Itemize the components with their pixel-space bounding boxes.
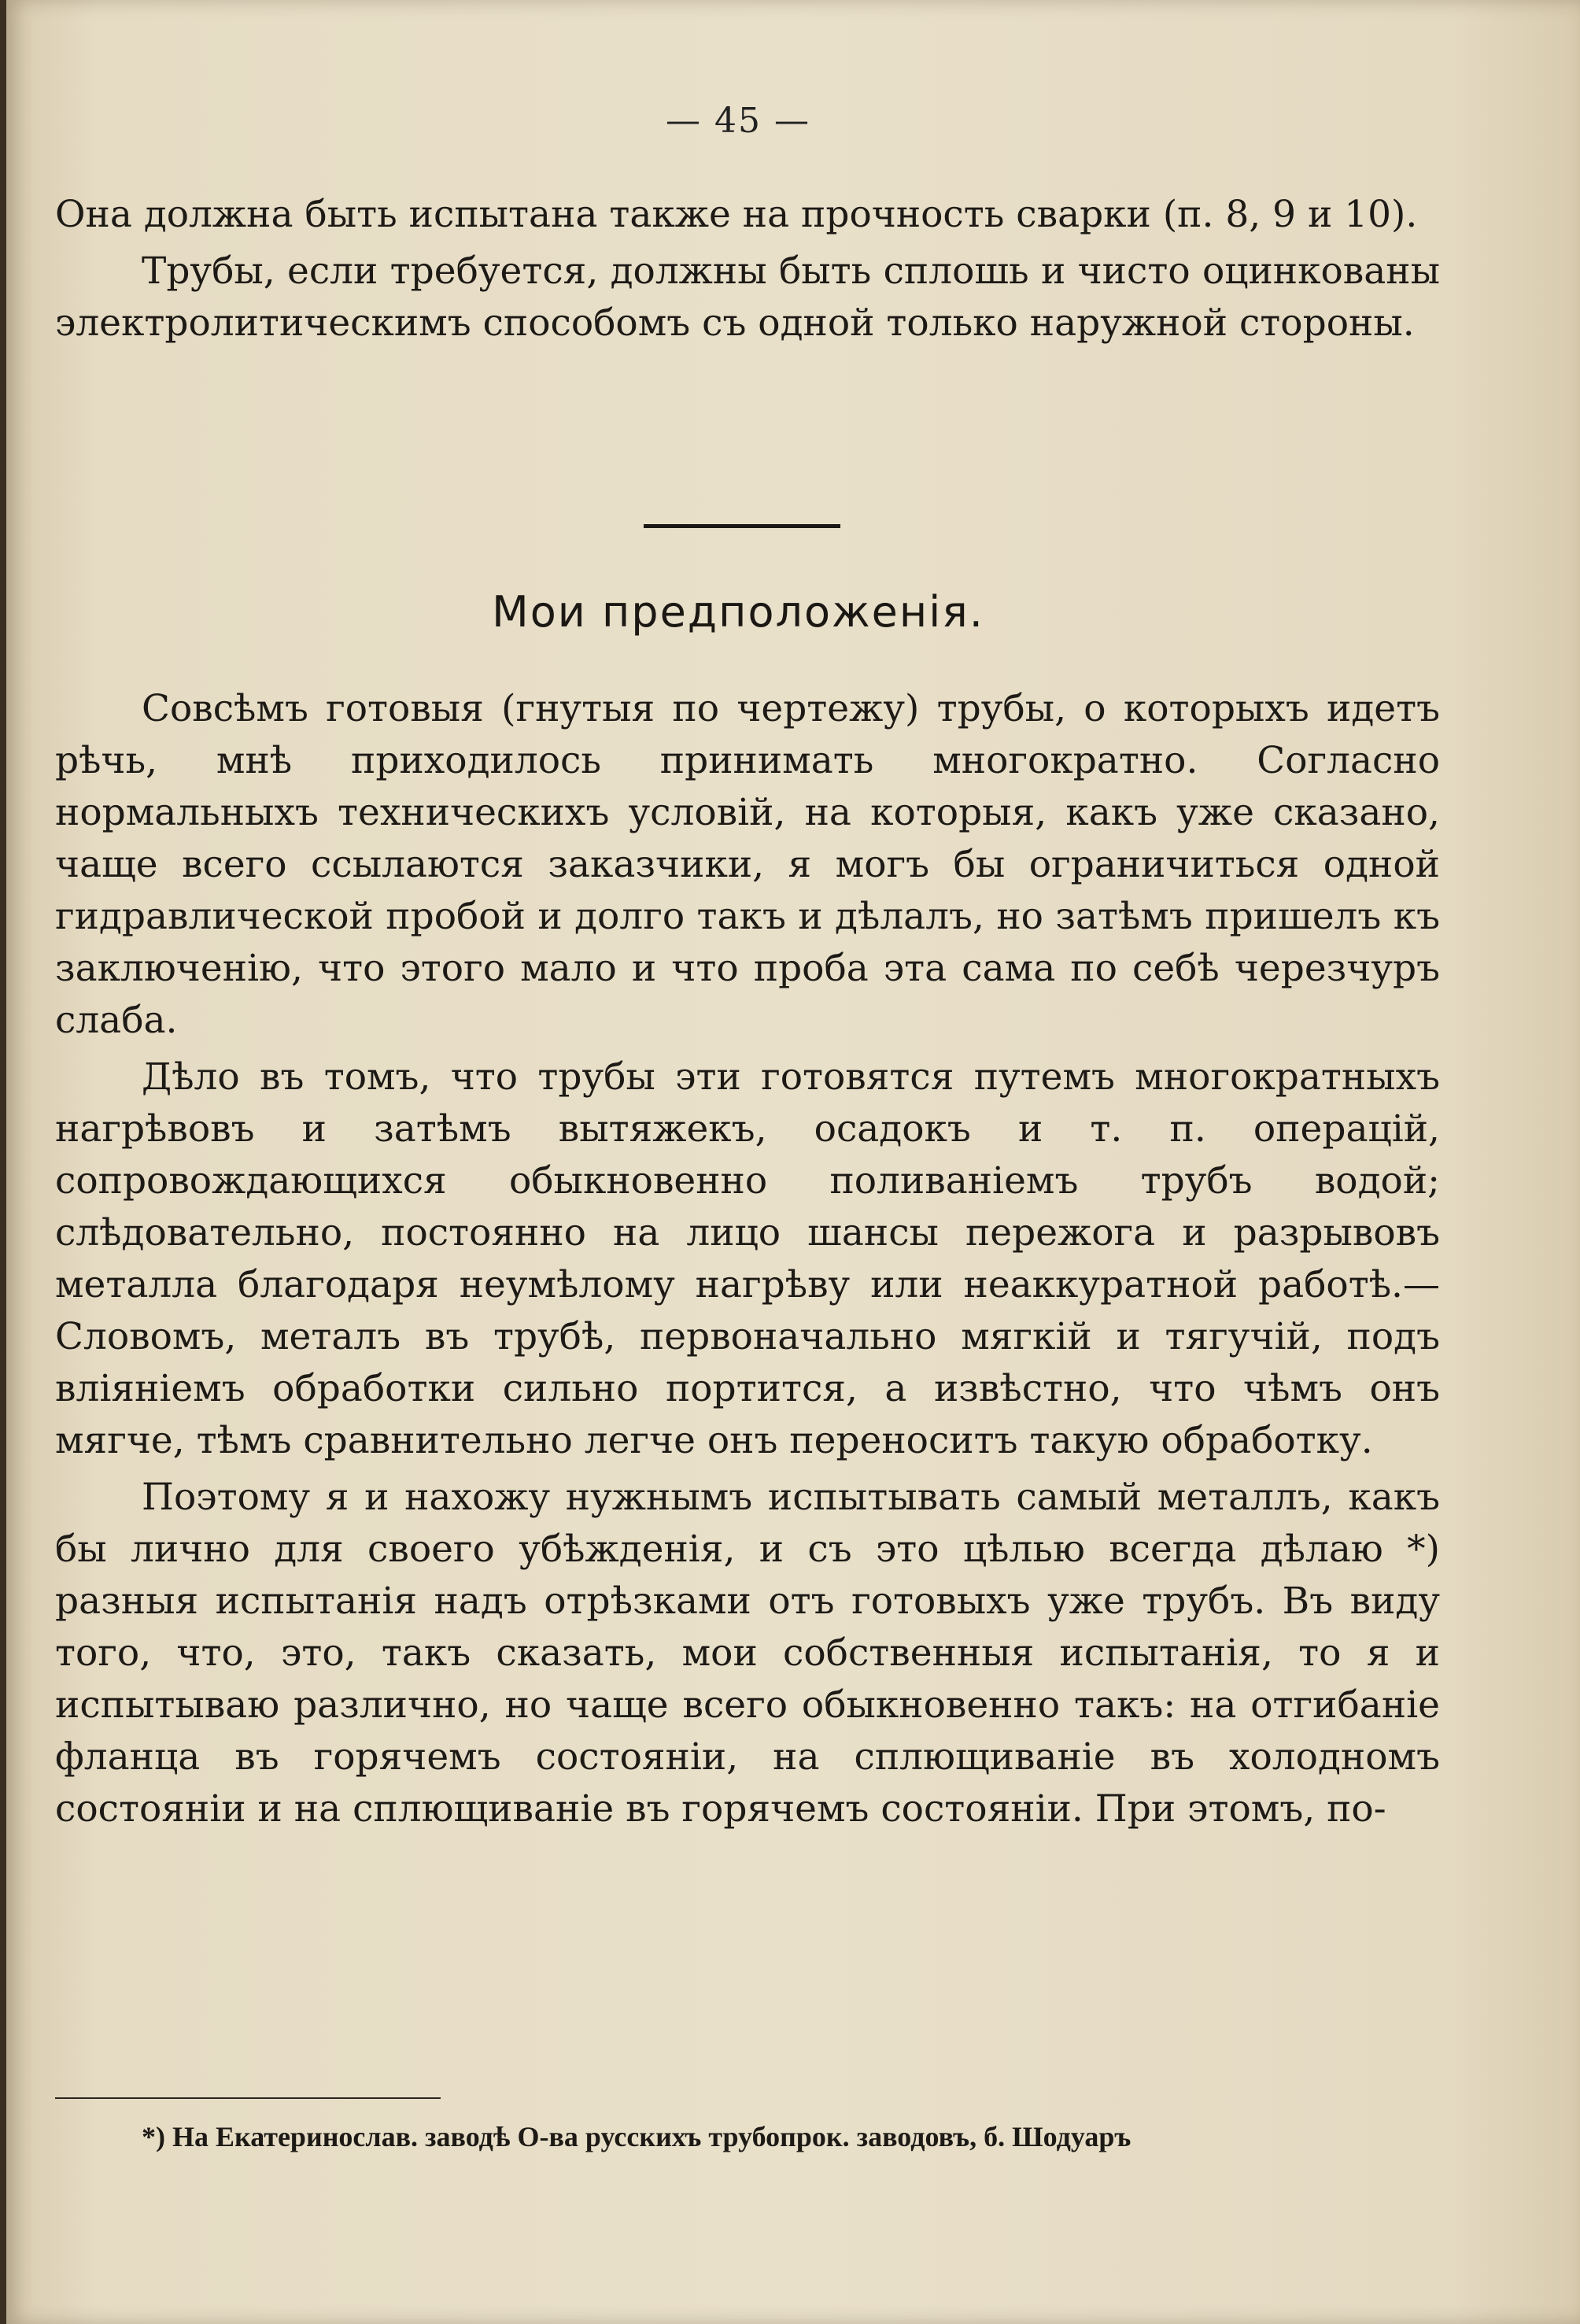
page-number: — 45 — [666,101,810,141]
paragraph-testing: Поэтому я и нахожу нужнымъ испытывать самый металлъ, какъ бы лично для своего убѣжденія, и съ это цѣлью всегда дѣлаю *) разныя испытанія надъ отрѣзками отъ готовыхъ уже трубъ. Въ виду того, что, это, такъ сказать, мои собственныя испытанія, то я и испытываю различно, но чаще всего обыкновенно такъ: на отгибаніе фланца въ горячемъ состояніи, на сплющиваніе въ холодномъ состояніи и на сплющиваніе въ горячемъ состояніи. При этомъ, по- [55,1476,1440,1831]
main-body [55,683,1440,1840]
paragraph-acceptance: Совсѣмъ готовыя (гнутыя по чертежу) трубы, о которыхъ идетъ рѣчь, мнѣ приходилось принимать многократно. Согласно нормальныхъ техническихъ условій, на которыя, какъ уже сказано, чаще всего ссылаются заказчики, я могъ бы ограничиться одной гидравлической пробой и долго такъ и дѣлалъ, но затѣмъ пришелъ къ заключенію, что этого мало и что проба эта сама по себѣ черезчуръ слаба. [55,687,1440,1042]
book-spine-edge [0,0,6,2324]
section-heading: Мои предположенія. [492,587,984,637]
top-section [55,189,1440,354]
section-divider [644,524,840,528]
book-page [6,0,1580,2324]
paragraph-weld-strength: Она должна быть испытана также на прочность сварки (п. 8, 9 и 10). [55,193,1418,236]
footnote-divider [55,2097,441,2099]
paragraph-galvanized: Трубы, если требуется, должны быть сплошь и чисто оцинкованы электролитическимъ способомъ съ одной только наружной стороны. [55,249,1440,345]
paragraph-manufacturing: Дѣло въ томъ, что трубы эти готовятся путемъ многократныхъ нагрѣвовъ и затѣмъ вытяжекъ, осадокъ и т. п. операцій, сопровождающихся обыкновенно поливаніемъ трубъ водой; слѣдовательно, постоянно на лицо шансы пережога и разрывовъ металла благодаря неумѣлому нагрѣву или неаккуратной работѣ.—Словомъ, металъ въ трубѣ, первоначально мягкій и тягучій, подъ вліяніемъ обработки сильно портится, а извѣстно, что чѣмъ онъ мягче, тѣмъ сравнительно легче онъ переноситъ такую обработку. [55,1055,1440,1462]
footnote: *) На Екатеринослав. заводѣ О-ва русскихъ трубопрок. заводовъ, б. Шодуаръ [142,2121,1131,2152]
